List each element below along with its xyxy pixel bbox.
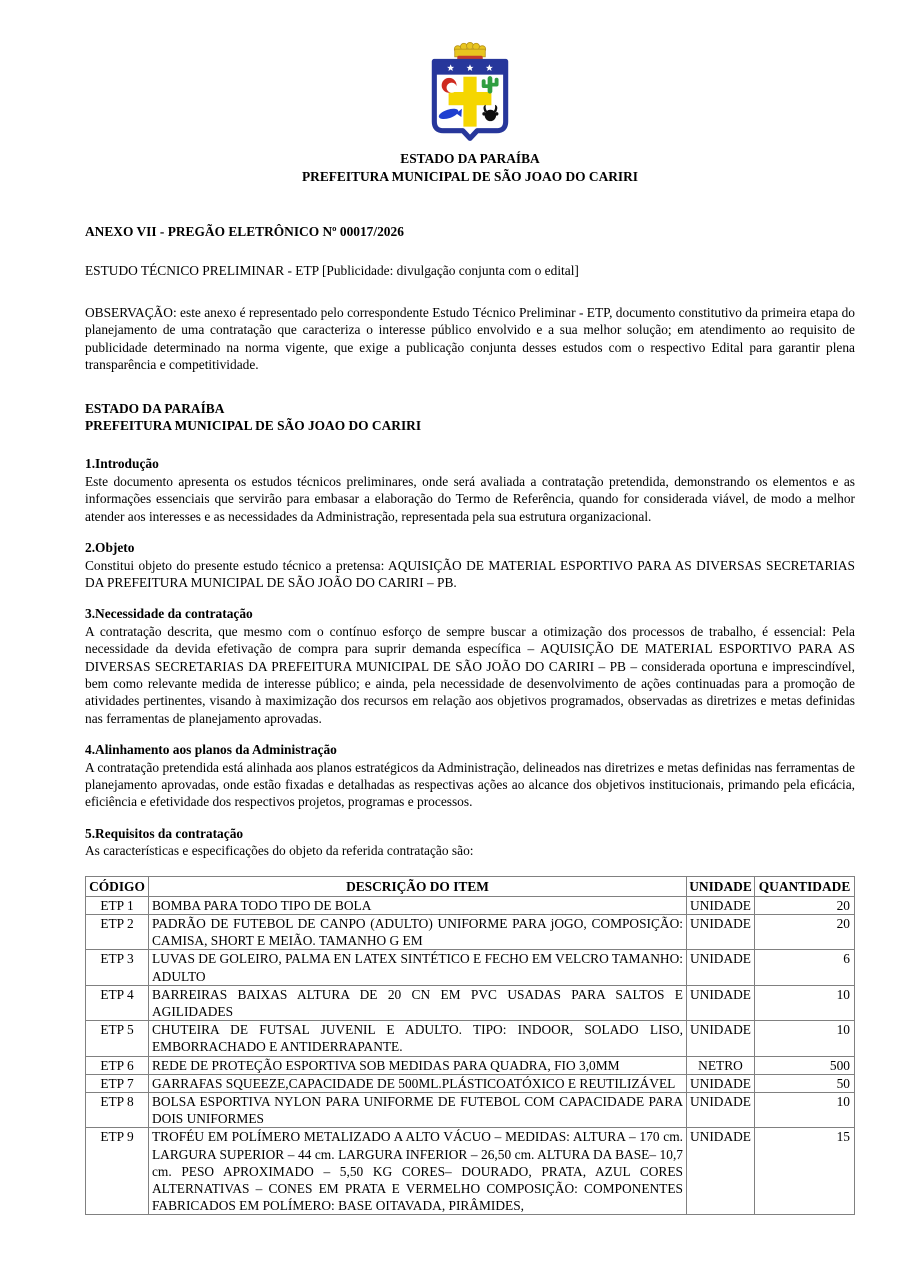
section-heading: 4.Alinhamento aos planos da Administração (85, 742, 337, 758)
section-necessidade (85, 605, 855, 727)
table-row (86, 1021, 855, 1056)
section-alinhamento (85, 741, 855, 811)
section-body: As características e especificações do objeto da referida contratação são: (85, 843, 474, 859)
table-row (86, 915, 855, 950)
item-quantity-cell: 20 (755, 896, 855, 914)
document-title: ANEXO VII - PREGÃO ELETRÔNICO Nº 00017/2026 (85, 224, 404, 240)
section-body: Constitui objeto do presente estudo técnico a pretensa: AQUISIÇÃO DE MATERIAL ESPORTIVO PARA AS DIVERSAS SECRETARIAS DA PREFEITURA MUNICIPAL DE SÃO JOÃO DO CARIRI – PB. (85, 557, 855, 590)
item-quantity-cell: 10 (755, 1021, 855, 1056)
section-introducao (85, 455, 855, 525)
item-code-cell: ETP 6 (86, 1056, 149, 1074)
item-description-cell: CHUTEIRA DE FUTSAL JUVENIL E ADULTO. TIPO: INDOOR, SOLADO LISO, EMBORRACHADO E ANTIDERRAPANTE. (148, 1021, 686, 1056)
item-unit-cell: UNIDADE (687, 950, 755, 985)
table-row (86, 1093, 855, 1128)
org-block-state: ESTADO DA PARAÍBA (85, 400, 225, 416)
item-quantity-cell: 10 (755, 985, 855, 1020)
item-quantity-cell: 50 (755, 1074, 855, 1092)
table-row (86, 985, 855, 1020)
item-code-cell: ETP 4 (86, 985, 149, 1020)
section-heading: 2.Objeto (85, 540, 135, 556)
municipality-name-heading: PREFEITURA MUNICIPAL DE SÃO JOAO DO CARIRI (301, 168, 639, 184)
item-quantity-cell: 15 (755, 1128, 855, 1215)
item-unit-cell: UNIDADE (687, 896, 755, 914)
section-objeto (85, 539, 855, 591)
section-body: Este documento apresenta os estudos técnicos preliminares, onde será avaliada a contratação pretendida, demonstrando os elementos e as informações essenciais que servirão para embasar a elaboração do Termo de Referência, quando for considerada viável, de modo a melhor atender aos interesses e as necessidades da Administração, representada pela sua estrutura organizacional. (85, 473, 855, 524)
items-table (85, 876, 855, 1216)
document-subtitle: ESTUDO TÉCNICO PRELIMINAR - ETP [Publicidade: divulgação conjunta com o edital] (85, 262, 579, 278)
item-unit-cell: UNIDADE (687, 985, 755, 1020)
state-name-heading: ESTADO DA PARAÍBA (400, 151, 540, 167)
section-heading: 1.Introdução (85, 456, 159, 472)
item-unit-cell: UNIDADE (687, 915, 755, 950)
item-unit-cell: UNIDADE (687, 1093, 755, 1128)
item-description-cell: BOLSA ESPORTIVA NYLON PARA UNIFORME DE FUTEBOL COM CAPACIDADE PARA DOIS UNIFORMES (148, 1093, 686, 1128)
column-header-codigo: CÓDIGO (86, 876, 149, 896)
table-row (86, 950, 855, 985)
item-description-cell: REDE DE PROTEÇÃO ESPORTIVA SOB MEDIDAS PARA QUADRA, FIO 3,0MM (148, 1056, 686, 1074)
item-unit-cell: UNIDADE (687, 1074, 755, 1092)
item-quantity-cell: 500 (755, 1056, 855, 1074)
section-body: A contratação pretendida está alinhada aos planos estratégicos da Administração, delineados nas diretrizes e metas definidas nas ferramentas de planejamento aprovadas, onde estão fixadas e detalhadas as respectivas ações ao alcance dos objetivos institucionais, primando pela eficácia, eficiência e efetividade dos respectivos projetos, programas e processos. (85, 759, 855, 810)
item-description-cell: LUVAS DE GOLEIRO, PALMA EN LATEX SINTÉTICO E FECHO EM VELCRO TAMANHO: ADULTO (148, 950, 686, 985)
item-description-cell: BOMBA PARA TODO TIPO DE BOLA (148, 896, 686, 914)
item-unit-cell: UNIDADE (687, 1021, 755, 1056)
column-header-descricao: DESCRIÇÃO DO ITEM (148, 876, 686, 896)
item-code-cell: ETP 2 (86, 915, 149, 950)
item-code-cell: ETP 3 (86, 950, 149, 985)
item-unit-cell: UNIDADE (687, 1128, 755, 1215)
table-row (86, 1056, 855, 1074)
item-code-cell: ETP 9 (86, 1128, 149, 1215)
item-description-cell: GARRAFAS SQUEEZE,CAPACIDADE DE 500ML.PLÁSTICOATÓXICO E REUTILIZÁVEL (148, 1074, 686, 1092)
table-row (86, 1128, 855, 1215)
item-code-cell: ETP 1 (86, 896, 149, 914)
column-header-quantidade: QUANTIDADE (755, 876, 855, 896)
item-code-cell: ETP 5 (86, 1021, 149, 1056)
item-quantity-cell: 10 (755, 1093, 855, 1128)
item-quantity-cell: 20 (755, 915, 855, 950)
item-description-cell: BARREIRAS BAIXAS ALTURA DE 20 CN EM PVC USADAS PARA SALTOS E AGILIDADES (148, 985, 686, 1020)
item-description-cell: PADRÃO DE FUTEBOL DE CANPO (ADULTO) UNIFORME PARA jOGO, COMPOSIÇÃO: CAMISA, SHORT E MEIÃO. TAMANHO G EM (148, 915, 686, 950)
section-body: A contratação descrita, que mesmo com o contínuo esforço de sempre buscar a otimização dos processos de trabalho, é essencial: Pela necessidade da devida efetivação de compra para suprir demanda específica – AQUISIÇÃO DE MATERIAL ESPORTIVO PARA AS DIVERSAS SECRETARIAS DA PREFEITURA MUNICIPAL DE SÃO JOÃO DO CARIRI – PB – considerada oportuna e imprescindível, bem como relevante medida de interesse público; e ainda, pela necessidade de desenvolvimento de ações continuadas para a promoção de atividades pertinentes, visando à maximização dos recursos em relação aos objetivos programados, observadas as diretrizes e metas definidas nas ferramentas de planejamento aprovadas. (85, 623, 855, 726)
item-unit-cell: NETRO (687, 1056, 755, 1074)
table-row (86, 896, 855, 914)
org-block-municipality: PREFEITURA MUNICIPAL DE SÃO JOAO DO CARIRI (85, 418, 422, 434)
observation-paragraph: OBSERVAÇÃO: este anexo é representado pelo correspondente Estudo Técnico Preliminar - ETP, documento constitutivo da primeira etapa do planejamento de uma contratação que caracteriza o interesse público envolvido e a sua melhor solução; em atendimento ao requisito de publicidade determinado na norma vigente, que exige a publicação conjunta desses estudos com o respectivo Edital para garantir plena transparência e competitividade. (85, 305, 855, 373)
item-description-cell: TROFÉU EM POLÍMERO METALIZADO A ALTO VÁCUO – MEDIDAS: ALTURA – 170 cm. LARGURA SUPERIOR – 44 cm. LARGURA INFERIOR – 26,50 cm. ALTURA DA BASE– 10,7 cm. PESO APROXIMADO – 5,50 KG CORES– DOURADO, PRATA, AZUL CORES ALTERNATIVAS – CONES EM PRATA E VERMELHO COMPOSIÇÃO: COMPONENTES FABRICADOS EM POLÍMERO: BASE OITAVADA, PIRÂMIDES, (148, 1128, 686, 1215)
column-header-unidade: UNIDADE (687, 876, 755, 896)
item-code-cell: ETP 8 (86, 1093, 149, 1128)
table-row (86, 1074, 855, 1092)
section-heading: 3.Necessidade da contratação (85, 606, 253, 622)
municipal-coat-of-arms-icon (419, 40, 521, 146)
item-quantity-cell: 6 (755, 950, 855, 985)
logo-container (85, 0, 855, 150)
table-header-row (86, 876, 855, 896)
section-requisitos (85, 825, 855, 860)
item-code-cell: ETP 7 (86, 1074, 149, 1092)
section-heading: 5.Requisitos da contratação (85, 825, 244, 841)
items-table-body (86, 896, 855, 1215)
